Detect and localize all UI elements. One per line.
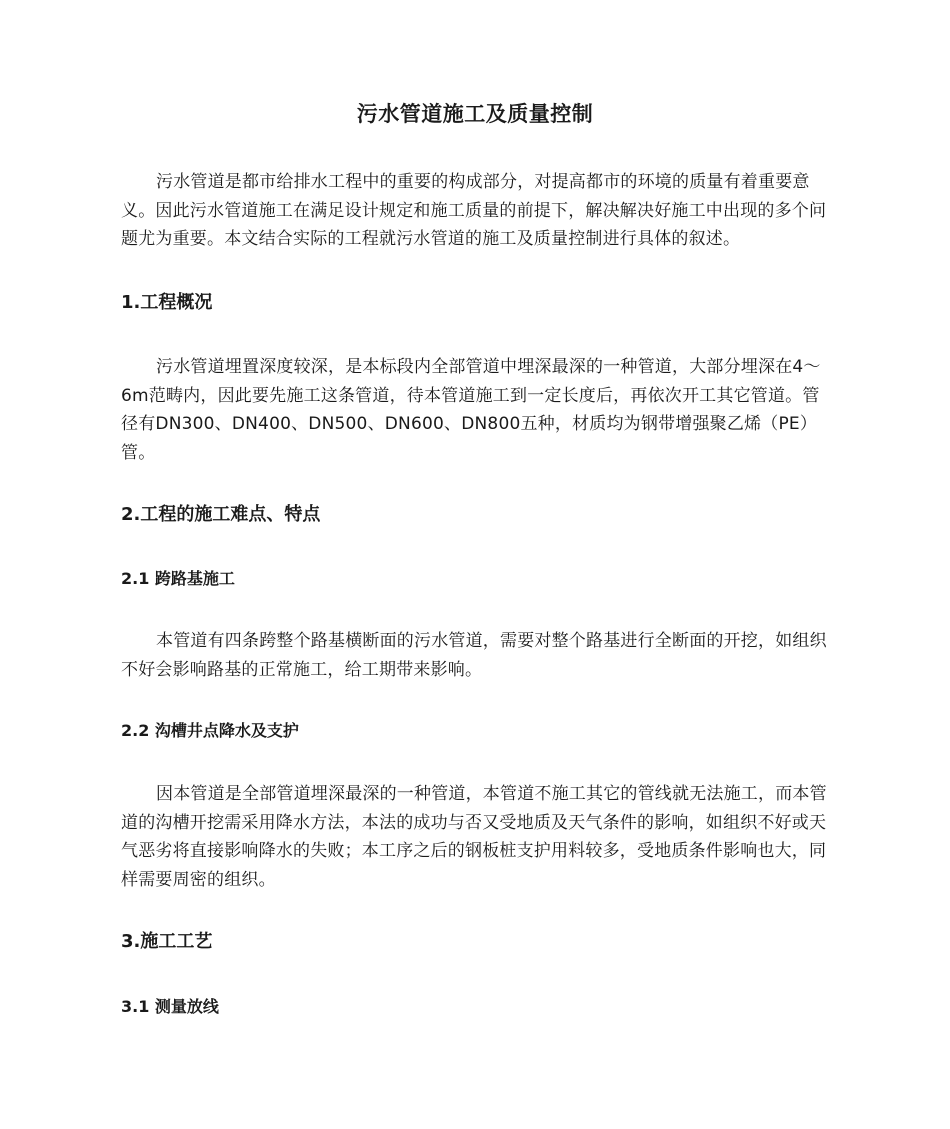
subsection-heading-3-1: 3.1 测量放线 <box>121 997 219 1016</box>
subsection-heading-2-1: 2.1 跨路基施工 <box>121 569 235 588</box>
document-title: 污水管道施工及质量控制 <box>356 102 594 126</box>
subsection-heading-2-2: 2.2 沟槽井点降水及支护 <box>121 721 299 740</box>
intro-paragraph: 污水管道是都市给排水工程中的重要的构成部分，对提高都市的环境的质量有着重要意义。因此污水管道施工在满足设计规定和施工质量的前提下，解决解决好施工中出现的多个问题尤为重要。本文结合实际的工程就污水管道的施工及质量控制进行具体的叙述。 <box>121 172 827 249</box>
section-1-paragraph: 污水管道埋置深度较深，是本标段内全部管道中埋深最深的一种管道，大部分埋深在4～6m范畴内，因此要先施工这条管道，待本管道施工到一定长度后，再依次开工其它管道。管径有DN300、DN400、DN500、DN600、DN800五种，材质均为钢带增强聚乙烯（PE）管。 <box>121 357 821 463</box>
section-heading-2: 2.工程的施工难点、特点 <box>121 504 321 525</box>
section-heading-1: 1.工程概况 <box>121 292 213 313</box>
subsection-2-1-paragraph: 本管道有四条跨整个路基横断面的污水管道，需要对整个路基进行全断面的开挖，如组织不好会影响路基的正常施工，给工期带来影响。 <box>121 631 827 680</box>
section-heading-3: 3.施工工艺 <box>121 931 213 952</box>
subsection-2-2-paragraph: 因本管道是全部管道埋深最深的一种管道，本管道不施工其它的管线就无法施工，而本管道的沟槽开挖需采用降水方法，本法的成功与否又受地质及天气条件的影响，如组织不好或天气恶劣将直接影响降水的失败；本工序之后的钢板桩支护用料较多，受地质条件影响也大，同样需要周密的组织。 <box>121 784 827 890</box>
